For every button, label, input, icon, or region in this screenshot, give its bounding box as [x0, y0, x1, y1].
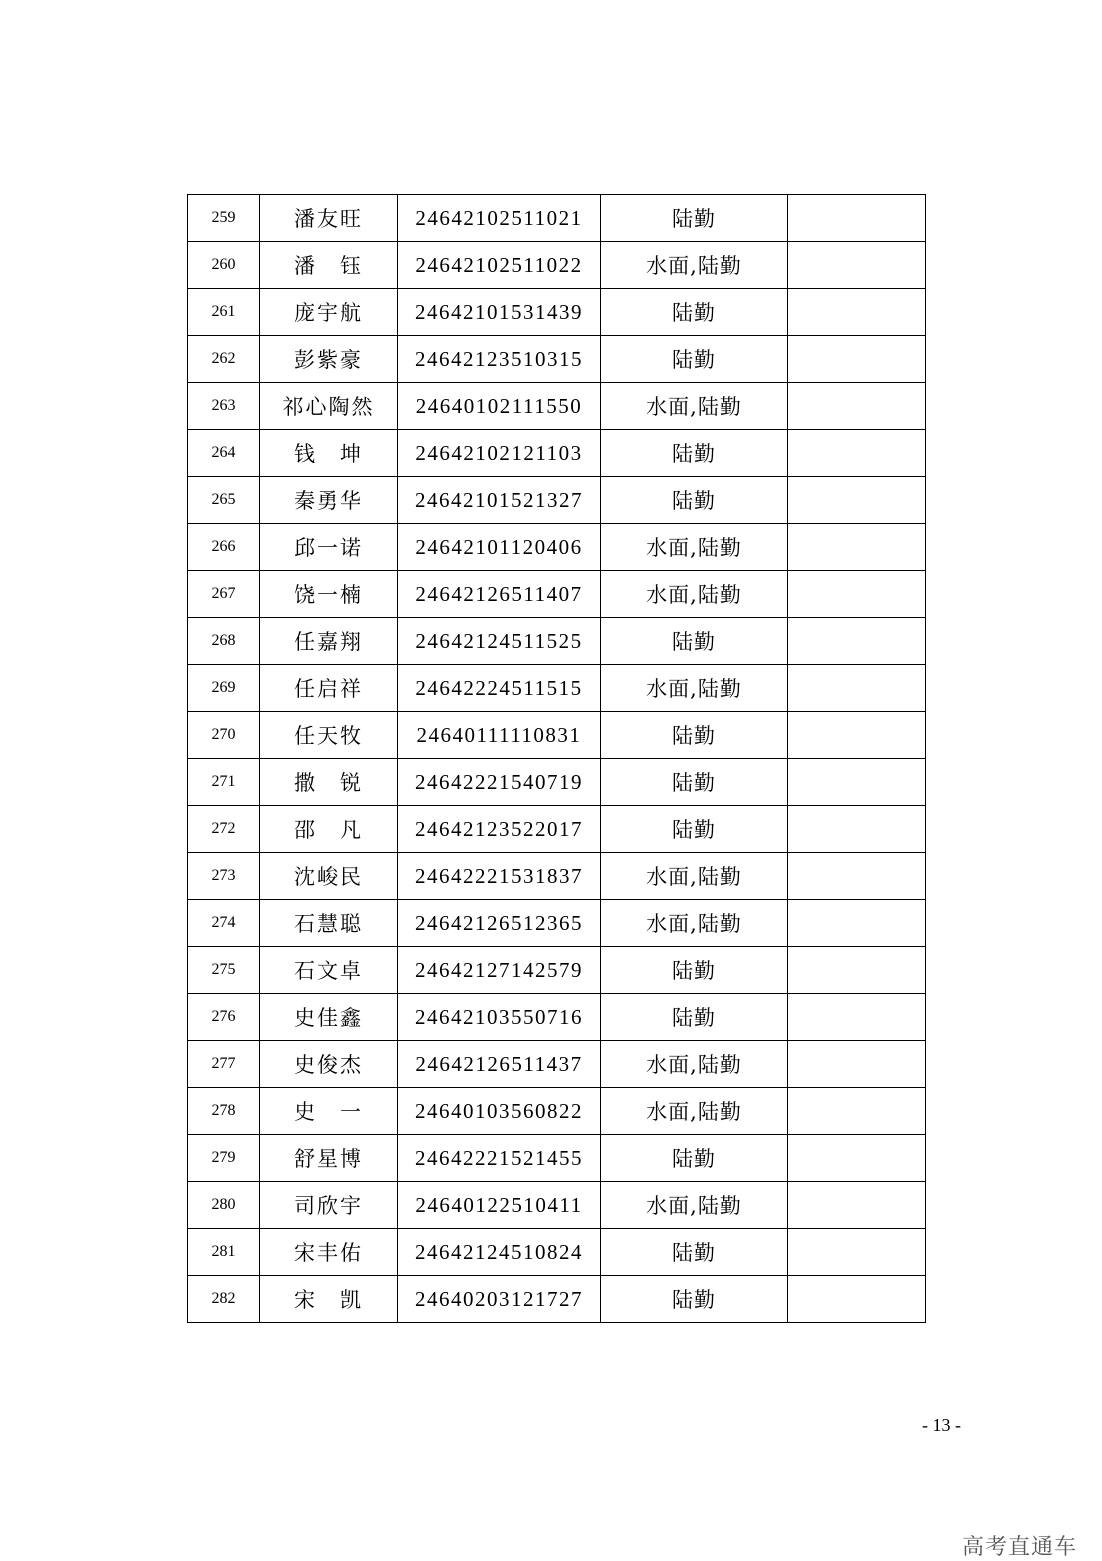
name-cell: 司欣宇: [260, 1182, 398, 1229]
note-cell: [788, 571, 926, 618]
exam-id-cell: 24642102121103: [398, 430, 601, 477]
exam-id-cell: 24642123522017: [398, 806, 601, 853]
table-row: [188, 1088, 926, 1135]
note-cell: [788, 900, 926, 947]
category-cell: 陆勤: [601, 1276, 788, 1323]
note-cell: [788, 524, 926, 571]
name-cell: 邱一诺: [260, 524, 398, 571]
name-cell: 史佳鑫: [260, 994, 398, 1041]
table-row: [188, 712, 926, 759]
row-number-cell: 266: [188, 524, 260, 571]
note-cell: [788, 712, 926, 759]
category-cell: 陆勤: [601, 947, 788, 994]
note-cell: [788, 994, 926, 1041]
note-cell: [788, 759, 926, 806]
exam-id-cell: 24642126511437: [398, 1041, 601, 1088]
category-cell: 陆勤: [601, 994, 788, 1041]
note-cell: [788, 383, 926, 430]
exam-id-cell: 24642123510315: [398, 336, 601, 383]
row-number-cell: 282: [188, 1276, 260, 1323]
exam-id-cell: 24642224511515: [398, 665, 601, 712]
roster-table: [187, 194, 926, 1323]
exam-id-cell: 24640103560822: [398, 1088, 601, 1135]
exam-id-cell: 24642124511525: [398, 618, 601, 665]
name-cell: 饶一楠: [260, 571, 398, 618]
exam-id-cell: 24640111110831: [398, 712, 601, 759]
category-cell: 水面,陆勤: [601, 900, 788, 947]
note-cell: [788, 336, 926, 383]
category-cell: 陆勤: [601, 477, 788, 524]
category-cell: 水面,陆勤: [601, 1088, 788, 1135]
table-row: [188, 242, 926, 289]
row-number-cell: 262: [188, 336, 260, 383]
category-cell: 陆勤: [601, 618, 788, 665]
name-cell: 撒 锐: [260, 759, 398, 806]
name-cell: 舒星博: [260, 1135, 398, 1182]
row-number-cell: 269: [188, 665, 260, 712]
exam-id-cell: 24640102111550: [398, 383, 601, 430]
category-cell: 陆勤: [601, 806, 788, 853]
category-cell: 陆勤: [601, 712, 788, 759]
exam-id-cell: 24640122510411: [398, 1182, 601, 1229]
row-number-cell: 272: [188, 806, 260, 853]
row-number-cell: 276: [188, 994, 260, 1041]
name-cell: 彭紫豪: [260, 336, 398, 383]
name-cell: 宋丰佑: [260, 1229, 398, 1276]
row-number-cell: 265: [188, 477, 260, 524]
table-row: [188, 430, 926, 477]
table-row: [188, 383, 926, 430]
row-number-cell: 274: [188, 900, 260, 947]
name-cell: 史俊杰: [260, 1041, 398, 1088]
exam-id-cell: 24642103550716: [398, 994, 601, 1041]
table-row: [188, 947, 926, 994]
note-cell: [788, 1041, 926, 1088]
row-number-cell: 259: [188, 195, 260, 242]
exam-id-cell: 24642221531837: [398, 853, 601, 900]
note-cell: [788, 477, 926, 524]
table-row: [188, 1041, 926, 1088]
category-cell: 陆勤: [601, 430, 788, 477]
page-number: - 13 -: [922, 1415, 961, 1435]
table-row: [188, 994, 926, 1041]
exam-id-cell: 24642127142579: [398, 947, 601, 994]
note-cell: [788, 195, 926, 242]
name-cell: 史 一: [260, 1088, 398, 1135]
category-cell: 水面,陆勤: [601, 853, 788, 900]
row-number-cell: 267: [188, 571, 260, 618]
name-cell: 潘 钰: [260, 242, 398, 289]
category-cell: 陆勤: [601, 1229, 788, 1276]
table-row: [188, 618, 926, 665]
table-row: [188, 1182, 926, 1229]
category-cell: 陆勤: [601, 336, 788, 383]
note-cell: [788, 242, 926, 289]
category-cell: 陆勤: [601, 195, 788, 242]
note-cell: [788, 853, 926, 900]
row-number-cell: 273: [188, 853, 260, 900]
note-cell: [788, 1135, 926, 1182]
category-cell: 水面,陆勤: [601, 571, 788, 618]
table-row: [188, 665, 926, 712]
row-number-cell: 270: [188, 712, 260, 759]
row-number-cell: 280: [188, 1182, 260, 1229]
category-cell: 陆勤: [601, 759, 788, 806]
row-number-cell: 271: [188, 759, 260, 806]
category-cell: 水面,陆勤: [601, 242, 788, 289]
category-cell: 陆勤: [601, 289, 788, 336]
name-cell: 石文卓: [260, 947, 398, 994]
note-cell: [788, 665, 926, 712]
category-cell: 水面,陆勤: [601, 1182, 788, 1229]
note-cell: [788, 1276, 926, 1323]
name-cell: 任天牧: [260, 712, 398, 759]
name-cell: 潘友旺: [260, 195, 398, 242]
note-cell: [788, 430, 926, 477]
table-row: [188, 524, 926, 571]
exam-id-cell: 24642124510824: [398, 1229, 601, 1276]
row-number-cell: 260: [188, 242, 260, 289]
row-number-cell: 275: [188, 947, 260, 994]
table-row: [188, 853, 926, 900]
row-number-cell: 278: [188, 1088, 260, 1135]
exam-id-cell: 24642101531439: [398, 289, 601, 336]
name-cell: 钱 坤: [260, 430, 398, 477]
table-row: [188, 759, 926, 806]
exam-id-cell: 24642102511022: [398, 242, 601, 289]
name-cell: 邵 凡: [260, 806, 398, 853]
table-row: [188, 477, 926, 524]
note-cell: [788, 1229, 926, 1276]
exam-id-cell: 24642126512365: [398, 900, 601, 947]
table-row: [188, 900, 926, 947]
note-cell: [788, 289, 926, 336]
table-row: [188, 1276, 926, 1323]
category-cell: 水面,陆勤: [601, 383, 788, 430]
name-cell: 石慧聪: [260, 900, 398, 947]
roster-table-body: [188, 195, 926, 1323]
name-cell: 沈峻民: [260, 853, 398, 900]
exam-id-cell: 24640203121727: [398, 1276, 601, 1323]
table-row: [188, 195, 926, 242]
row-number-cell: 279: [188, 1135, 260, 1182]
exam-id-cell: 24642101120406: [398, 524, 601, 571]
table-row: [188, 336, 926, 383]
note-cell: [788, 1088, 926, 1135]
watermark-text: 高考直通车: [962, 1535, 1078, 1560]
name-cell: 任启祥: [260, 665, 398, 712]
exam-id-cell: 24642101521327: [398, 477, 601, 524]
exam-id-cell: 24642221540719: [398, 759, 601, 806]
name-cell: 秦勇华: [260, 477, 398, 524]
table-row: [188, 1135, 926, 1182]
category-cell: 水面,陆勤: [601, 665, 788, 712]
row-number-cell: 263: [188, 383, 260, 430]
row-number-cell: 277: [188, 1041, 260, 1088]
exam-id-cell: 24642126511407: [398, 571, 601, 618]
exam-id-cell: 24642221521455: [398, 1135, 601, 1182]
table-row: [188, 289, 926, 336]
name-cell: 庞宇航: [260, 289, 398, 336]
note-cell: [788, 1182, 926, 1229]
table-row: [188, 571, 926, 618]
table-row: [188, 1229, 926, 1276]
category-cell: 陆勤: [601, 1135, 788, 1182]
name-cell: 宋 凯: [260, 1276, 398, 1323]
row-number-cell: 281: [188, 1229, 260, 1276]
note-cell: [788, 806, 926, 853]
note-cell: [788, 618, 926, 665]
category-cell: 水面,陆勤: [601, 1041, 788, 1088]
row-number-cell: 261: [188, 289, 260, 336]
table-row: [188, 806, 926, 853]
name-cell: 祁心陶然: [260, 383, 398, 430]
exam-id-cell: 24642102511021: [398, 195, 601, 242]
row-number-cell: 268: [188, 618, 260, 665]
category-cell: 水面,陆勤: [601, 524, 788, 571]
row-number-cell: 264: [188, 430, 260, 477]
note-cell: [788, 947, 926, 994]
name-cell: 任嘉翔: [260, 618, 398, 665]
